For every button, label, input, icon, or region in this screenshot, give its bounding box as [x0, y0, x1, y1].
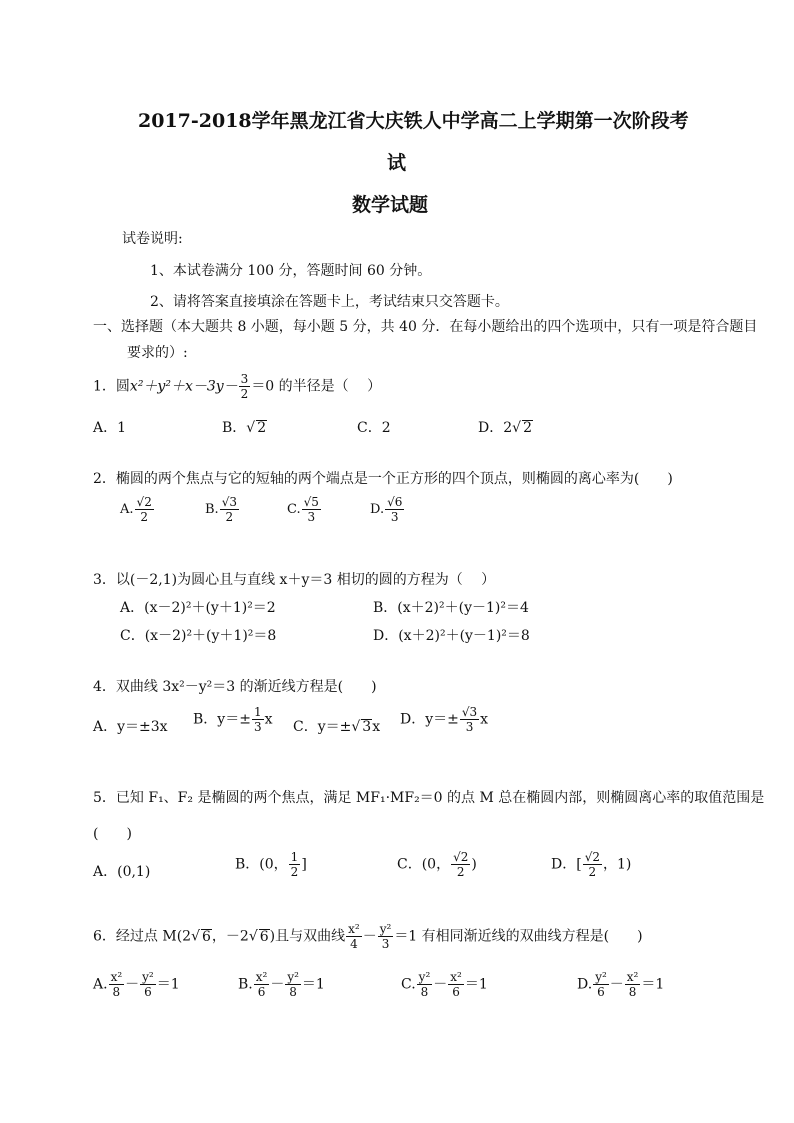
exam-subtitle: 数学试题: [352, 194, 429, 216]
q1-option-a[interactable]: A．1: [93, 420, 127, 436]
q2-option-a[interactable]: A. $\frac{√2}{2}$: [120, 495, 152, 524]
instructions-label: 试卷说明:: [122, 231, 183, 247]
question-2-stem: 2．椭圆的两个焦点与它的短轴的两个端点是一个正方形的四个顶点，则椭圆的离心率为( ): [93, 471, 673, 487]
q6-option-a[interactable]: A. $\frac{\text{x²}}{8}$ － $\frac{\text{y²}}{6}$ ＝1: [93, 970, 180, 999]
q6-option-d[interactable]: D. $\frac{\text{y²}}{6}$ － $\frac{\text{x²}}{8}$ ＝1: [577, 970, 665, 999]
q5-option-c[interactable]: C．(0， $\frac{√2}{2}$ ): [397, 850, 477, 879]
q2-option-d[interactable]: D. $\frac{√6}{3}$: [370, 495, 403, 524]
question-3-stem: 3．以(－2,1)为圆心且与直线 x＋y＝3 相切的圆的方程为（ ）: [93, 572, 496, 588]
question-1-stem: 1．圆x²＋y²＋x－3y－ $\frac{3}{2}$ ＝0 的半径是（ ）: [93, 372, 382, 401]
q3-option-c[interactable]: C．(x－2)²＋(y＋1)²＝8: [120, 628, 277, 644]
q2-option-c[interactable]: C. $\frac{√5}{3}$: [287, 495, 319, 524]
exam-title-line1: 2017-2018学年黑龙江省大庆铁人中学高二上学期第一次阶段考: [138, 110, 689, 132]
question-5-stem: 5．已知 F₁、F₂ 是椭圆的两个焦点，满足 MF₁·MF₂＝0 的点 M 总在椭圆内部，则椭圆离心率的取值范围是: [93, 790, 765, 806]
q4-option-b[interactable]: B．y＝± $\frac{1}{3}$ x: [193, 705, 273, 734]
q5-option-a[interactable]: A．(0,1): [93, 864, 151, 880]
q5-option-d[interactable]: D．[ $\frac{√2}{2}$ ，1): [551, 850, 632, 879]
q3-option-d[interactable]: D．(x＋2)²＋(y－1)²＝8: [373, 628, 530, 644]
question-5-paren: ( ): [93, 826, 132, 842]
fraction: $\frac{3}{2}$: [240, 372, 249, 401]
section-heading-line2: 要求的）:: [127, 345, 188, 361]
section-heading-line1: 一、选择题（本大题共 8 小题，每小题 5 分，共 40 分．在每小题给出的四个选项中，只有一项是符合题目: [93, 319, 758, 335]
q4-option-a[interactable]: A．y＝±3x: [93, 719, 168, 735]
q4-option-c[interactable]: C．y＝±√ 3x: [293, 719, 381, 735]
instruction-item-1: 1、本试卷满分 100 分，答题时间 60 分钟。: [150, 263, 432, 279]
q3-option-a[interactable]: A．(x－2)²＋(y＋1)²＝2: [120, 600, 276, 616]
q3-option-b[interactable]: B．(x＋2)²＋(y－1)²＝4: [373, 600, 529, 616]
instruction-item-2: 2、请将答案直接填涂在答题卡上，考试结束只交答题卡。: [150, 294, 509, 310]
q2-option-b[interactable]: B. $\frac{√3}{2}$: [205, 495, 237, 524]
q1-option-c[interactable]: C．2: [357, 420, 391, 436]
question-4-stem: 4．双曲线 3x²－y²＝3 的渐近线方程是( ): [93, 679, 377, 695]
q6-option-c[interactable]: C. $\frac{\text{y²}}{8}$ － $\frac{\text{x²}}{6}$ ＝1: [401, 970, 488, 999]
q1-option-b[interactable]: B．√ 2: [222, 420, 267, 436]
q1-option-d[interactable]: D．2√ 2: [478, 420, 532, 436]
q6-option-b[interactable]: B. $\frac{\text{x²}}{6}$ － $\frac{\text{y²}}{8}$ ＝1: [238, 970, 325, 999]
question-6-stem: 6．经过点 M(2√ 6，－2√ 6)且与双曲线 $\frac{\text{x²}}{4}$ － $\frac{\text{y²}}{3}$ ＝1 有相同渐近线的双曲线方程是( ): [93, 922, 643, 951]
q5-option-b[interactable]: B．(0， $\frac{1}{2}$ ]: [235, 850, 307, 879]
exam-title-line2: 试: [387, 152, 407, 174]
q4-option-d[interactable]: D．y＝± $\frac{√3}{3}$ x: [400, 705, 489, 734]
